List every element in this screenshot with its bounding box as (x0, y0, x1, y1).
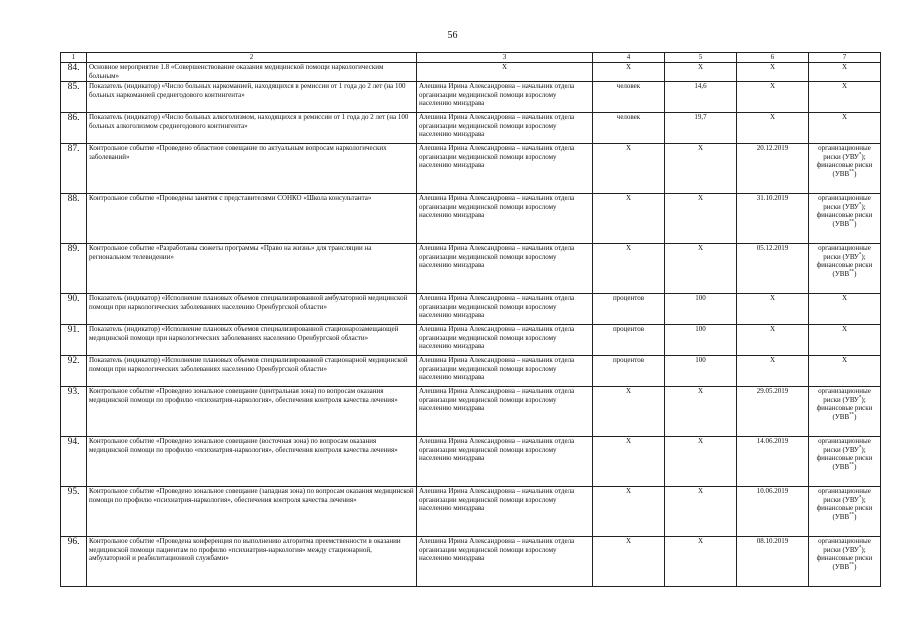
risk-org-label: организационные риски (818, 437, 871, 454)
row-risk: Х (809, 356, 881, 387)
row-responsible: Алешина Ирина Александровна – начальник отдела организации медицинской помощи взрослому населению минздрава (417, 437, 593, 487)
risk-uvu-label: (УВУ (842, 152, 859, 161)
risk-fin-label: ); финансовые риски (816, 545, 873, 563)
risk-uvv-sup: ** (849, 512, 855, 518)
row-date: Х (737, 325, 809, 356)
row-name: Контрольное событие «Проведено зональное совещание (центральная зона) по вопросам оказания медицинской помощи по профилю «психиатрия-наркология», обеспечения контроля качества лечения» (87, 387, 417, 437)
row-responsible: Алешина Ирина Александровна – начальник отдела организации медицинской помощи взрослому населению минздрава (417, 537, 593, 587)
row-name: Контрольное событие «Проведено областное совещание по актуальным вопросам наркологических заболеваний» (87, 144, 417, 194)
row-unit: Х (593, 537, 665, 587)
risk-uvv-end: ) (854, 563, 857, 572)
risk-uvu-label: (УВУ (842, 202, 859, 211)
risk-org-label: организационные риски (818, 244, 871, 261)
row-date: 08.10.2019 (737, 537, 809, 587)
row-value: Х (665, 244, 737, 294)
row-date: Х (737, 113, 809, 144)
row-name: Контрольное событие «Разработаны сюжеты программы «Право на жизнь» для трансляции на региональном телевидении» (87, 244, 417, 294)
row-risk (809, 537, 881, 587)
row-number: 92. (61, 356, 87, 387)
row-name: Показатель (индикатор) «Исполнение плановых объемов специализированной стационарной медицинской помощи при наркологических заболеваниях населению Оренбургской области» (87, 356, 417, 387)
row-responsible: Алешина Ирина Александровна – начальник отдела организации медицинской помощи взрослому населению минздрава (417, 325, 593, 356)
risk-uvv-sup: ** (849, 562, 855, 568)
row-number: 86. (61, 113, 87, 144)
risk-uvv-label: (УВВ (832, 563, 850, 572)
risk-uvv-sup: ** (849, 412, 855, 418)
row-number: 89. (61, 244, 87, 294)
row-unit: процентов (593, 325, 665, 356)
row-name: Контрольное событие «Проведено зональное совещание (западная зона) по вопросам оказания медицинской помощи по профилю «психиатрия-наркология», обеспечения контроля качества лечения» (87, 487, 417, 537)
table-row (61, 63, 881, 82)
row-risk (809, 437, 881, 487)
row-risk: Х (809, 113, 881, 144)
row-value: 100 (665, 356, 737, 387)
header-row (61, 53, 881, 63)
row-responsible: Алешина Ирина Александровна – начальник отдела организации медицинской помощи взрослому населению минздрава (417, 487, 593, 537)
row-date: Х (737, 82, 809, 113)
row-value: Х (665, 437, 737, 487)
row-name: Показатель (индикатор) «Исполнение плановых объемов специализированной стационарозамещающей медицинской помощи при наркологических заболеваниях населению Оренбургской области» (87, 325, 417, 356)
row-responsible: Алешина Ирина Александровна – начальник отдела организации медицинской помощи взрослому населению минздрава (417, 113, 593, 144)
row-responsible: Алешина Ирина Александровна – начальник отдела организации медицинской помощи взрослому населению минздрава (417, 144, 593, 194)
risk-org-label: организационные риски (818, 537, 871, 554)
row-number: 85. (61, 82, 87, 113)
row-name: Основное мероприятие 1.8 «Совершенствование оказания медицинской помощи наркологическим больным» (87, 63, 417, 82)
row-date: 14.06.2019 (737, 437, 809, 487)
row-name: Контрольное событие «Проведена конференция по выполнению алгоритма преемственности в оказании медицинской помощи пациентам по профилю «психиатрия-наркология» между стационарной, амбулаторной и реабилитационной службами» (87, 537, 417, 587)
row-number: 96. (61, 537, 87, 587)
row-responsible: Алешина Ирина Александровна – начальник отдела организации медицинской помощи взрослому населению минздрава (417, 82, 593, 113)
risk-org-label: организационные риски (818, 194, 871, 211)
table-row (61, 113, 881, 144)
row-value: 100 (665, 294, 737, 325)
risk-uvu-sup: * (858, 445, 862, 451)
risk-fin-label: ); финансовые риски (816, 152, 873, 170)
row-number: 88. (61, 194, 87, 244)
risk-uvv-sup: ** (849, 269, 855, 275)
row-responsible: Алешина Ирина Александровна – начальник отдела организации медицинской помощи взрослому населению минздрава (417, 356, 593, 387)
row-number: 87. (61, 144, 87, 194)
risk-fin-label: ); финансовые риски (816, 495, 873, 513)
row-unit: Х (593, 244, 665, 294)
table-row (61, 356, 881, 387)
risk-uvv-end: ) (854, 220, 857, 229)
row-number: 93. (61, 387, 87, 437)
program-table (60, 52, 881, 587)
row-value: Х (665, 194, 737, 244)
table-row (61, 325, 881, 356)
row-risk (809, 487, 881, 537)
row-unit: человек (593, 82, 665, 113)
row-name: Контрольное событие «Проведено зональное совещание (восточная зона) по вопросам оказания медицинской помощи по профилю «психиатрия-наркология», обеспечения контроля качества лечения» (87, 437, 417, 487)
row-date: 20.12.2019 (737, 144, 809, 194)
table-body (61, 63, 881, 587)
risk-uvv-label: (УВВ (832, 270, 850, 279)
row-number: 84. (61, 63, 87, 82)
risk-uvu-sup: * (858, 202, 862, 208)
row-risk: Х (809, 294, 881, 325)
column-header-5: 5 (665, 53, 737, 63)
risk-uvu-label: (УВУ (842, 252, 859, 261)
row-risk (809, 144, 881, 194)
table-row (61, 294, 881, 325)
row-date: Х (737, 294, 809, 325)
row-responsible: Алешина Ирина Александровна – начальник отдела организации медицинской помощи взрослому населению минздрава (417, 244, 593, 294)
row-date: 10.06.2019 (737, 487, 809, 537)
row-value: 100 (665, 325, 737, 356)
risk-uvv-label: (УВВ (832, 170, 850, 179)
column-header-3: 3 (417, 53, 593, 63)
row-number: 90. (61, 294, 87, 325)
row-value: Х (665, 63, 737, 82)
risk-org-label: организационные риски (818, 387, 871, 404)
column-header-6: 6 (737, 53, 809, 63)
column-header-2: 2 (87, 53, 417, 63)
row-responsible: Алешина Ирина Александровна – начальник отдела организации медицинской помощи взрослому населению минздрава (417, 194, 593, 244)
risk-fin-label: ); финансовые риски (816, 202, 873, 220)
row-date: Х (737, 356, 809, 387)
risk-uvu-sup: * (858, 495, 862, 501)
row-responsible: Алешина Ирина Александровна – начальник отдела организации медицинской помощи взрослому населению минздрава (417, 294, 593, 325)
row-unit: Х (593, 437, 665, 487)
row-value: Х (665, 487, 737, 537)
row-name: Показатель (индикатор) «Число больных наркоманией, находящихся в ремиссии от 1 года до 2 лет (на 100 больных наркоманией среднегодового контингента» (87, 82, 417, 113)
risk-uvv-end: ) (854, 463, 857, 472)
row-risk: Х (809, 325, 881, 356)
risk-org-label: организационные риски (818, 144, 871, 161)
risk-uvu-sup: * (858, 545, 862, 551)
row-risk: Х (809, 82, 881, 113)
row-value: 19,7 (665, 113, 737, 144)
page-number: 56 (447, 30, 458, 41)
table-row (61, 387, 881, 437)
row-unit: процентов (593, 294, 665, 325)
row-date: Х (737, 63, 809, 82)
risk-uvv-label: (УВВ (832, 463, 850, 472)
row-name: Показатель (индикатор) «Число больных алкоголизмом, находящихся в ремиссии от 1 года до 2 лет (на 100 больных алкоголизмом среднегодового контингента» (87, 113, 417, 144)
row-risk (809, 194, 881, 244)
row-name: Показатель (индикатор) «Исполнение плановых объемов специализированной амбулаторной медицинской помощи при наркологических заболеваниях населению Оренбургской области» (87, 294, 417, 325)
table-row (61, 487, 881, 537)
column-header-7: 7 (809, 53, 881, 63)
risk-uvv-end: ) (854, 270, 857, 279)
risk-uvv-label: (УВВ (832, 413, 850, 422)
row-unit: Х (593, 487, 665, 537)
risk-uvv-sup: ** (849, 169, 855, 175)
row-unit: Х (593, 144, 665, 194)
risk-uvv-end: ) (854, 413, 857, 422)
risk-fin-label: ); финансовые риски (816, 252, 873, 270)
row-number: 94. (61, 437, 87, 487)
risk-uvu-sup: * (858, 152, 862, 158)
risk-uvv-end: ) (854, 170, 857, 179)
risk-fin-label: ); финансовые риски (816, 395, 873, 413)
row-unit: Х (593, 63, 665, 82)
row-value: Х (665, 387, 737, 437)
row-date: 31.10.2019 (737, 194, 809, 244)
risk-fin-label: ); финансовые риски (816, 445, 873, 463)
row-responsible: Алешина Ирина Александровна – начальник отдела организации медицинской помощи взрослому населению минздрава (417, 387, 593, 437)
table-row (61, 244, 881, 294)
table-row (61, 437, 881, 487)
row-unit: Х (593, 194, 665, 244)
row-risk: Х (809, 63, 881, 82)
row-unit: человек (593, 113, 665, 144)
row-value: 14,6 (665, 82, 737, 113)
table-row (61, 82, 881, 113)
risk-uvv-sup: ** (849, 462, 855, 468)
row-unit: Х (593, 387, 665, 437)
table-row (61, 194, 881, 244)
risk-uvu-label: (УВУ (842, 445, 859, 454)
column-header-1: 1 (61, 53, 87, 63)
row-value: Х (665, 537, 737, 587)
risk-uvv-label: (УВВ (832, 220, 850, 229)
risk-uvu-label: (УВУ (842, 495, 859, 504)
row-date: 29.05.2019 (737, 387, 809, 437)
risk-uvu-sup: * (858, 252, 862, 258)
row-risk (809, 244, 881, 294)
row-number: 95. (61, 487, 87, 537)
row-number: 91. (61, 325, 87, 356)
table-row (61, 144, 881, 194)
risk-uvv-end: ) (854, 513, 857, 522)
row-responsible: Х (417, 63, 593, 82)
row-date: 05.12.2019 (737, 244, 809, 294)
risk-org-label: организационные риски (818, 487, 871, 504)
row-value: Х (665, 144, 737, 194)
risk-uvu-label: (УВУ (842, 545, 859, 554)
row-risk (809, 387, 881, 437)
risk-uvu-sup: * (858, 395, 862, 401)
column-header-4: 4 (593, 53, 665, 63)
risk-uvv-label: (УВВ (832, 513, 850, 522)
risk-uvv-sup: ** (849, 219, 855, 225)
row-name: Контрольное событие «Проведены занятия с представителями СОНКО «Школа консультанта» (87, 194, 417, 244)
risk-uvu-label: (УВУ (842, 395, 859, 404)
table-row (61, 537, 881, 587)
row-unit: процентов (593, 356, 665, 387)
